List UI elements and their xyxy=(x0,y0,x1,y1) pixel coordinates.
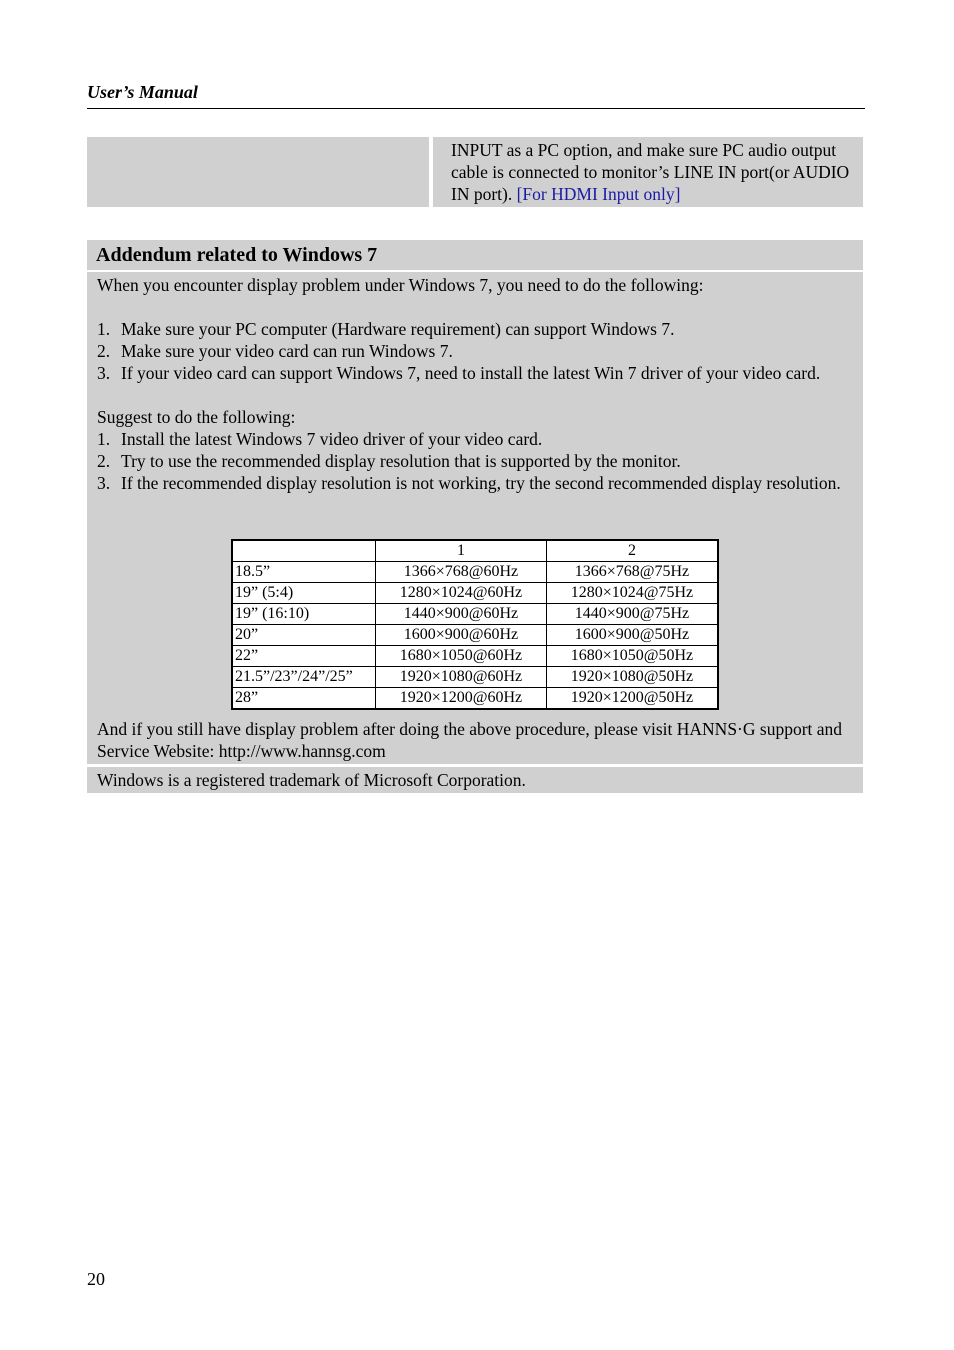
manual-title: User’s Manual xyxy=(87,82,198,102)
trademark-note xyxy=(87,767,863,793)
table-cell: 1600×900@60Hz xyxy=(376,625,547,646)
list-item: 2. Try to use the recommended display resolution that is supported by the monitor. xyxy=(97,451,681,471)
table-row xyxy=(232,583,718,604)
page-number: 20 xyxy=(87,1269,105,1289)
addendum-body xyxy=(87,272,863,764)
table-row xyxy=(232,604,718,625)
table-header-cell: 2 xyxy=(546,540,718,562)
table-cell: 22” xyxy=(232,646,376,667)
table-row xyxy=(232,667,718,688)
table-cell: 1366×768@60Hz xyxy=(376,562,547,583)
requirement-list xyxy=(97,318,863,384)
addendum-title-text: Addendum related to Windows 7 xyxy=(96,244,378,266)
list-item: 3. If your video card can support Windows 7, need to install the latest Win 7 driver of your video card. xyxy=(97,363,821,383)
table-cell: 1920×1200@50Hz xyxy=(546,688,718,710)
table-cell: 1920×1200@60Hz xyxy=(376,688,547,710)
table-row xyxy=(232,646,718,667)
table-cell: 1920×1080@50Hz xyxy=(546,667,718,688)
table-header-row xyxy=(232,540,718,562)
table-cell: 28” xyxy=(232,688,376,710)
trademark-text: Windows is a registered trademark of Microsoft Corporation. xyxy=(97,770,526,790)
addendum-title xyxy=(87,240,863,270)
instruction-cell xyxy=(433,137,863,207)
closing-text: And if you still have display problem after doing the above procedure, please visit HANNS·G support and Service Website: http://www.hannsg.com xyxy=(97,719,843,761)
table-cell: 1440×900@60Hz xyxy=(376,604,547,625)
table-cell: 1280×1024@75Hz xyxy=(546,583,718,604)
hdmi-note: [For HDMI Input only] xyxy=(516,184,681,204)
table-row xyxy=(232,625,718,646)
table-cell: 19” (5:4) xyxy=(232,583,376,604)
table-cell: 21.5”/23”/24”/25” xyxy=(232,667,376,688)
running-header xyxy=(87,81,865,109)
list-item: 1. Install the latest Windows 7 video driver of your video card. xyxy=(97,429,543,449)
addendum-intro: When you encounter display problem under Windows 7, you need to do the following: xyxy=(97,275,704,295)
table-cell: 1600×900@50Hz xyxy=(546,625,718,646)
instruction-text: INPUT as a PC option, and make sure PC audio output cable is connected to monitor’s LINE IN port(or AUDIO IN port). xyxy=(451,140,850,204)
table-cell: 1280×1024@60Hz xyxy=(376,583,547,604)
resolution-table xyxy=(231,539,719,710)
table-header-cell: 1 xyxy=(376,540,547,562)
suggest-heading: Suggest to do the following: xyxy=(97,407,296,427)
table-row xyxy=(232,562,718,583)
list-item: 3. If the recommended display resolution is not working, try the second recommended display resolution. xyxy=(97,473,841,493)
list-item: 2. Make sure your video card can run Windows 7. xyxy=(97,341,453,361)
empty-cell xyxy=(87,137,429,207)
table-header-cell xyxy=(232,540,376,562)
table-cell: 1920×1080@60Hz xyxy=(376,667,547,688)
table-cell: 1440×900@75Hz xyxy=(546,604,718,625)
table-cell: 18.5” xyxy=(232,562,376,583)
table-cell: 1680×1050@50Hz xyxy=(546,646,718,667)
suggestion-list xyxy=(97,428,863,494)
continued-table-row xyxy=(87,137,863,207)
table-cell: 1366×768@75Hz xyxy=(546,562,718,583)
table-cell: 1680×1050@60Hz xyxy=(376,646,547,667)
table-cell: 19” (16:10) xyxy=(232,604,376,625)
list-item: 1. Make sure your PC computer (Hardware requirement) can support Windows 7. xyxy=(97,319,675,339)
table-cell: 20” xyxy=(232,625,376,646)
table-row xyxy=(232,688,718,710)
